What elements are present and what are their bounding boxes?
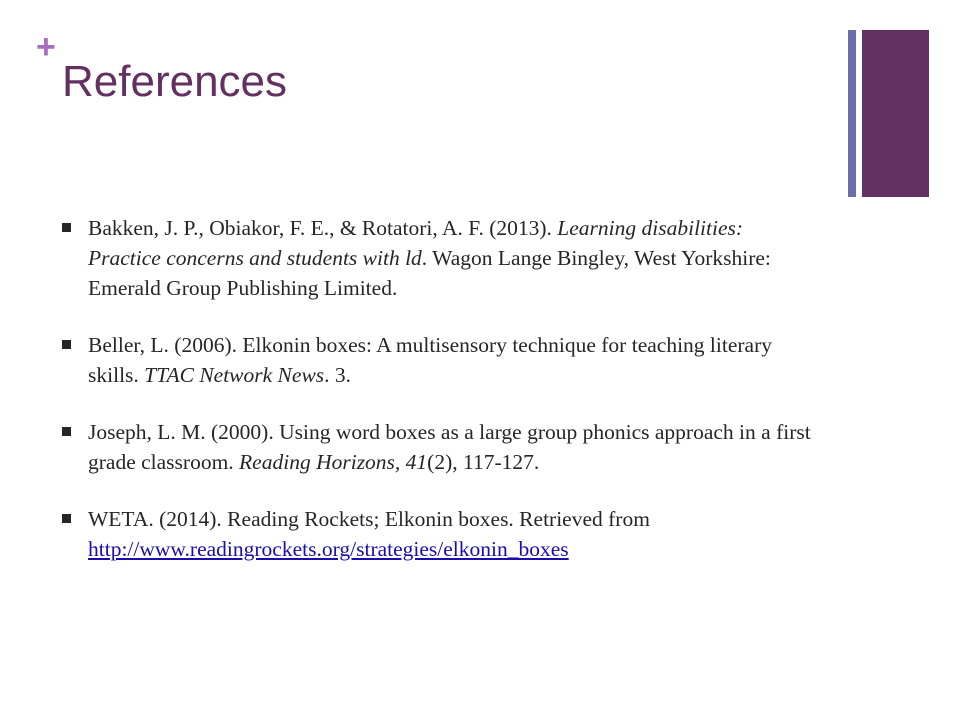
reference-text: Bakken, J. P., Obiakor, F. E., & Rotatori, A. F. (2013). — [88, 216, 558, 240]
reference-text-end: (2), 117-127. — [427, 450, 540, 474]
slide-title: References — [62, 57, 288, 106]
reference-title-italic: TTAC Network News — [144, 363, 325, 387]
reference-text: WETA. (2014). Reading Rockets; Elkonin boxes. Retrieved from — [88, 507, 650, 531]
reference-text-end: . 3. — [324, 363, 352, 387]
reference-item-weta — [62, 504, 814, 564]
square-bullet-icon — [62, 514, 71, 523]
reference-title-italic: Learning disabilities: Practice concerns and students with ld — [88, 216, 744, 270]
square-bullet-icon — [62, 340, 71, 349]
reference-title-italic: Reading Horizons, 41 — [239, 450, 428, 474]
reference-text-end: . Wagon Lange Bingley, West Yorkshire: Emerald Group Publishing Limited. — [88, 246, 771, 300]
reference-url-link[interactable]: http://www.readingrockets.org/strategies/elkonin_boxes — [88, 537, 569, 561]
reference-item-joseph — [62, 417, 814, 477]
references-list — [62, 213, 814, 591]
plus-icon: + — [36, 28, 56, 66]
square-bullet-icon — [62, 223, 71, 232]
reference-item-beller — [62, 330, 814, 390]
accent-bar-thin — [848, 30, 856, 197]
reference-text: Joseph, L. M. (2000). Using word boxes as a large group phonics approach in a first grade classroom. — [88, 420, 811, 474]
square-bullet-icon — [62, 427, 71, 436]
reference-text: Beller, L. (2006). Elkonin boxes: A multisensory technique for teaching literary skills. — [88, 333, 772, 387]
reference-item-bakken — [62, 213, 814, 303]
accent-bar-thick — [862, 30, 929, 197]
